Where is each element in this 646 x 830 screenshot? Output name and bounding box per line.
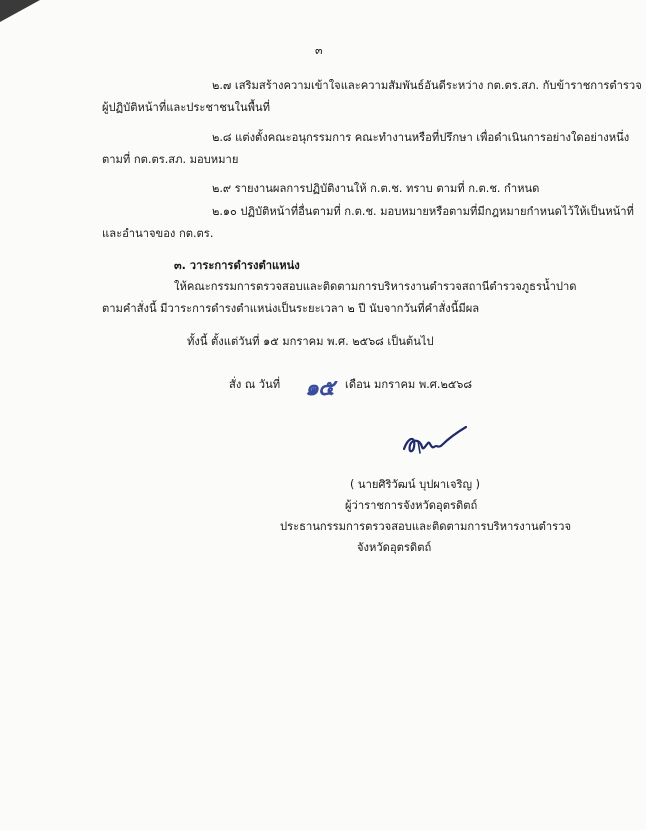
page-number: ๓	[315, 44, 323, 57]
page-corner-fold	[0, 0, 40, 22]
section-3-line1: ให้คณะกรรมการตรวจสอบและติดตามการบริหารงานตำรวจสถานีตำรวจภูธรน้ำปาด	[174, 280, 577, 293]
item-2-10-line2: และอำนาจของ กต.ตร.	[102, 227, 214, 240]
item-2-7-line2: ผู้ปฏิบัติหน้าที่และประชาชนในพื้นที่	[102, 101, 271, 114]
signatory-title-chairman: ประธานกรรมการตรวจสอบและติดตามการบริหารงานตำรวจ	[280, 520, 572, 533]
item-2-10-line1: ๒.๑๐ ปฏิบัติหน้าที่อื่นตามที่ ก.ต.ช. มอบหมายหรือตามที่มีกฎหมายกำหนดไว้ให้เป็นหน้าที่	[212, 205, 634, 218]
signatory-title-province: จังหวัดอุตรดิตถ์	[357, 541, 432, 554]
order-date-day-handwritten: ๑๕	[305, 375, 334, 401]
section-3-line2: ตามคำสั่งนี้ มีวาระการดำรงตำแหน่งเป็นระยะเวลา ๒ ปี นับจากวันที่คำสั่งนี้มีผล	[102, 302, 480, 315]
signature-image	[400, 423, 470, 459]
section-3-heading: ๓. วาระการดำรงตำแหน่ง	[174, 259, 300, 272]
order-date-prefix: สั่ง ณ วันที่	[229, 378, 281, 391]
item-2-9-line1: ๒.๙ รายงานผลการปฏิบัติงานให้ ก.ต.ช. ทราบ ตามที่ ก.ต.ช. กำหนด	[212, 182, 540, 195]
item-2-8-line2: ตามที่ กต.ตร.สภ. มอบหมาย	[102, 153, 239, 166]
signatory-name: ( นายศิริวัฒน์ บุปผาเจริญ )	[350, 478, 480, 491]
order-date-suffix: เดือน มกราคม พ.ศ.๒๕๖๘	[345, 378, 473, 391]
effective-date-line: ทั้งนี้ ตั้งแต่วันที่ ๑๕ มกราคม พ.ศ. ๒๕๖๘ เป็นต้นไป	[187, 335, 434, 348]
item-2-8-line1: ๒.๘ แต่งตั้งคณะอนุกรรมการ คณะทำงานหรือที่ปรึกษา เพื่อดำเนินการอย่างใดอย่างหนึ่ง	[212, 131, 630, 144]
signatory-title-governor: ผู้ว่าราชการจังหวัดอุตรดิตถ์	[345, 499, 478, 512]
item-2-7-line1: ๒.๗ เสริมสร้างความเข้าใจและความสัมพันธ์อันดีระหว่าง กต.ตร.สภ. กับข้าราชการตำรวจ	[212, 79, 642, 92]
